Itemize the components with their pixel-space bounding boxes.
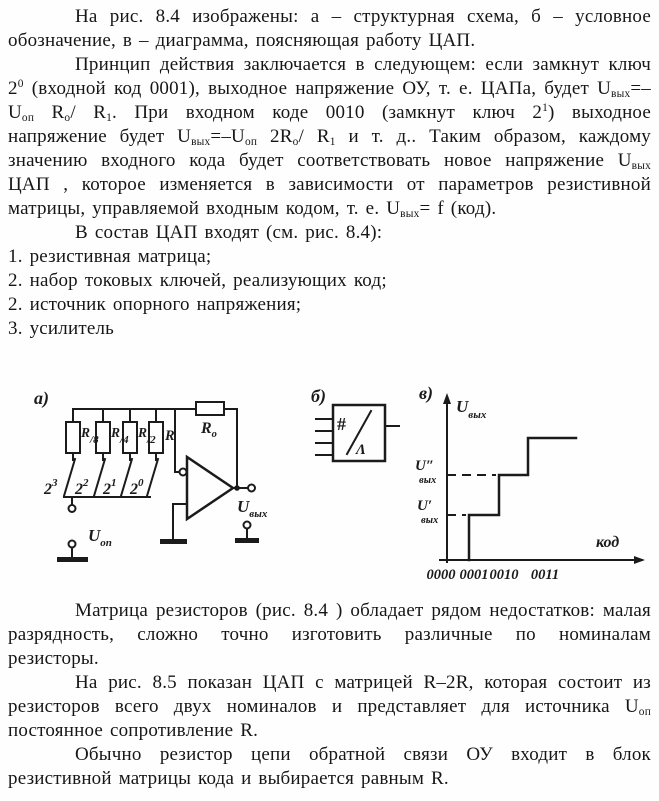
part-a-label: а) xyxy=(34,388,49,408)
resistor xyxy=(66,422,80,453)
list-item-4: 3. усилитель xyxy=(8,318,115,339)
terminal-node xyxy=(69,505,76,512)
u-upper-label: U″ вых xyxy=(415,458,437,486)
switch-label-2p3: $2^3$ xyxy=(44,477,58,498)
intro-text-block xyxy=(8,5,651,341)
switch-blade xyxy=(64,459,75,496)
paragraph-composition: В состав ЦАП входят (см. рис. 8.4): xyxy=(75,222,383,243)
u-lower-label: U′ вых xyxy=(417,498,439,526)
terminal-node xyxy=(244,522,251,529)
schematic-part-a xyxy=(34,388,268,560)
resistor-branch-4 xyxy=(147,409,163,496)
bottom-bus-wire xyxy=(64,497,150,504)
output-terminal-node xyxy=(248,485,255,492)
tick-0001: 0001 xyxy=(459,567,489,583)
resistor-label-r8: $R_{/8}$ xyxy=(81,425,99,446)
junction-dot xyxy=(234,485,240,491)
list-item-2: 2. набор токовых ключей, реализующих код; xyxy=(8,270,387,291)
noninverting-input-wire xyxy=(173,504,187,540)
inverting-input-node xyxy=(180,469,187,476)
diagram-part-v xyxy=(415,383,645,583)
paragraph-fig-description: На рис. 8.4 изображены: а – структурная схема, б – условное обозначение, в – диаграмма, поясняющая работу ЦАП. xyxy=(8,6,651,51)
feedback-resistor xyxy=(196,402,224,415)
tick-0000: 0000 xyxy=(426,567,456,583)
tick-0011: 0011 xyxy=(530,567,560,583)
closing-text-block xyxy=(8,599,651,791)
x-axis-label: код xyxy=(596,534,620,551)
u-ref-label: $U_{оп}$ xyxy=(88,526,112,549)
tick-0010: 0010 xyxy=(489,567,519,583)
feedback-resistor-label: $R_о$ xyxy=(201,420,217,440)
feedback-wire xyxy=(224,409,237,487)
y-axis-label: $U_{вых}$ xyxy=(456,397,487,421)
u-out-label: $U_{вых}$ xyxy=(237,497,268,520)
switch-label-2p2: $2^2$ xyxy=(75,477,89,498)
inverting-input-wire xyxy=(175,409,179,472)
list-item-1: 1. резистивная матрица; xyxy=(8,246,212,267)
staircase-curve xyxy=(469,438,576,560)
paragraph-feedback-resistor: Обычно резистор цепи обратной связи ОУ входит в блок резистивной матрицы кода и выбирается равным R. xyxy=(8,744,651,789)
switch-blade xyxy=(147,459,158,496)
x-axis-arrow-icon xyxy=(634,556,645,564)
figure-8-4 xyxy=(0,383,659,597)
switch-label-2p0: $2^0$ xyxy=(130,477,144,498)
paragraph-principle: Принцип действия заключается в следующем: если замкнут ключ $2^0$ (входной код 0001), выходное напряжение ОУ, т. е. ЦАПа, будет $U_{вых}=-U_{оп}$ $R_о/$ $R_1$. При входном коде 0010 (замкнут ключ $2^1$) выходное напряжение будет $U_{вых}=-U_{оп}$ $2R_о/$ $R_1$ и т. д.. Таким образом, каждому значению входного кода будет соответствовать новое напряжение $U_{вых}$ ЦАП , которое изменяется в зависимости от параметров резистивной матрицы, управляемой входным кодом, т. е. $U_{вых}= f$ (код). xyxy=(8,54,652,220)
lambda-glyph: Λ xyxy=(356,442,367,458)
part-v-label: в) xyxy=(419,383,434,403)
resistor-label-r2: $R_{/2}$ xyxy=(138,425,156,446)
hash-glyph: # xyxy=(337,414,346,434)
switch-label-2p1: $2^1$ xyxy=(103,477,117,498)
dac-symbol-part-b xyxy=(311,386,399,461)
resistor-label-r: R xyxy=(165,428,175,444)
paragraph-r2r: На рис. 8.5 показан ЦАП с матрицей R–2R, которая состоит из резисторов всего двух номиналов и представляет для источника $U_{оп}$ постоянное сопротивление R. xyxy=(8,672,651,741)
resistor-label-r4: $R_{/4}$ xyxy=(111,425,129,446)
list-item-3: 2. источник опорного напряжения; xyxy=(8,294,302,315)
terminal-node xyxy=(69,541,76,548)
paragraph-matrix-drawbacks: Матрица резисторов (рис. 8.4 ) обладает рядом недостатков: малая разрядность, сложно точно изготовить различные по номиналам резисторы. xyxy=(8,600,651,669)
y-axis-arrow-icon xyxy=(443,393,451,404)
part-b-label: б) xyxy=(311,386,326,406)
dac-input-lines xyxy=(316,419,333,455)
opamp-triangle xyxy=(187,457,233,519)
